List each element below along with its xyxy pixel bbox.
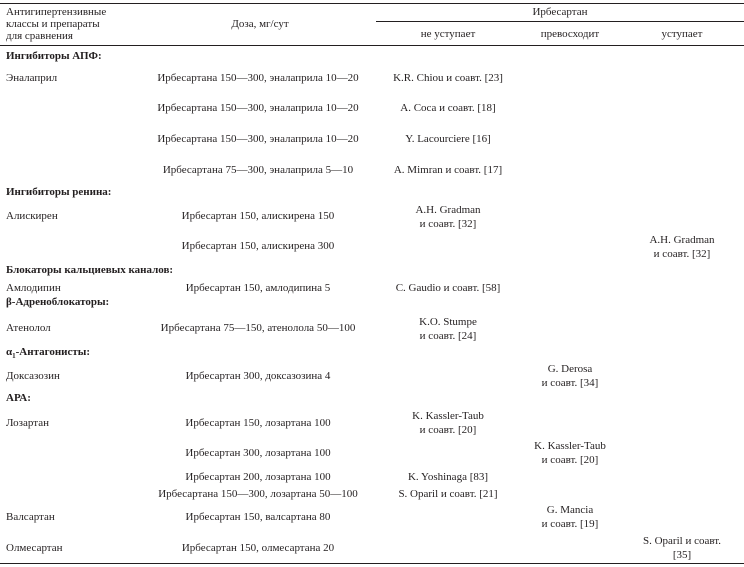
noninferior-cell: K. Yoshinaga [83] [407,471,489,483]
dose-cell: Ирбесартана 150—300, эналаприла 10—20 [157,72,359,84]
inferior-cell: S. Oparil и соавт. [642,535,722,547]
superior-cell: G. Mancia [546,504,594,516]
drug-name: Лозартан [6,417,49,429]
noninferior-cell: и соавт. [24] [419,330,477,342]
header-noninferior: не уступает [420,28,476,40]
dose-cell: Ирбесартана 150—300, эналаприла 10—20 [157,133,359,145]
section-calcium-blockers: Блокаторы кальциевых каналов: [6,264,174,276]
dose-cell: Ирбесартана 75—150, атенолола 50—100 [160,322,356,334]
header-col1-line3: для сравнения [6,30,73,42]
dose-cell: Ирбесартана 150—300, лозартана 50—100 [158,488,358,500]
section-renin-inhibitors: Ингибиторы ренина: [6,186,112,198]
inferior-cell: и соавт. [32] [653,248,711,260]
dose-cell: Ирбесартан 150, алискирена 300 [181,240,335,252]
dose-cell: Ирбесартан 200, лозартана 100 [185,471,331,483]
noninferior-cell: A. Coca и соавт. [18] [400,102,496,114]
noninferior-cell: и соавт. [20] [419,424,477,436]
drug-name: Амлодипин [6,282,61,294]
noninferior-cell: K. Kassler-Taub [412,410,484,422]
noninferior-cell: S. Oparil и соавт. [21] [398,488,498,500]
dose-cell: Ирбесартан 300, лозартана 100 [185,447,331,459]
alpha-rest: -Антагонисты: [15,346,91,358]
section-alpha1-antagonists [6,346,90,363]
inferior-cell: A.H. Gradman [649,234,715,246]
superior-cell: и соавт. [34] [541,377,599,389]
header-col1-line1: Антигипертензивные [6,6,107,18]
noninferior-cell: A.H. Gradman [415,204,481,216]
superior-cell: G. Derosa [547,363,593,375]
alpha-symbol: α [6,346,13,358]
header-rule [0,45,744,46]
header-dose: Доза, мг/сут [231,18,289,30]
superior-cell: и соавт. [20] [541,454,599,466]
section-beta-blockers: β-Адреноблокаторы: [6,296,110,308]
superior-cell: K. Kassler-Taub [534,440,606,452]
dose-cell: Ирбесартан 150, алискирена 150 [181,210,335,222]
drug-name: Эналаприл [6,72,58,84]
header-irbesartan: Ирбесартан [532,6,588,18]
dose-cell: Ирбесартан 150, лозартана 100 [185,417,331,429]
superior-cell: и соавт. [19] [541,518,599,530]
noninferior-cell: и соавт. [32] [419,218,477,230]
inferior-cell: [35] [672,549,692,561]
top-rule [0,3,744,4]
section-arb: АРА: [6,392,31,404]
dose-cell: Ирбесартана 150—300, эналаприла 10—20 [157,102,359,114]
drug-name: Алискирен [6,210,58,222]
dose-cell: Ирбесартан 300, доксазозина 4 [185,370,331,382]
noninferior-cell: C. Gaudio и соавт. [58] [395,282,501,294]
noninferior-cell: K.O. Stumpe [419,316,477,328]
drug-name: Доксазозин [6,370,60,382]
header-inferior: уступает [661,28,703,40]
dose-cell: Ирбесартан 150, олмесартана 20 [181,542,335,554]
header-col1-line2: классы и препараты [6,18,100,30]
irbesartan-subrule [376,21,744,22]
dose-cell: Ирбесартан 150, валсартана 80 [185,511,331,523]
dose-cell: Ирбесартана 75—300, эналаприла 5—10 [162,164,354,176]
drug-name: Олмесартан [6,542,63,554]
noninferior-cell: Y. Lacourciere [16] [405,133,491,145]
noninferior-cell: K.R. Chiou и соавт. [23] [393,72,503,84]
drug-name: Атенолол [6,322,51,334]
header-superior: превосходит [540,28,600,40]
dose-cell: Ирбесартан 150, амлодипина 5 [185,282,331,294]
bottom-rule [0,563,744,564]
drug-name: Валсартан [6,511,55,523]
section-ace-inhibitors: Ингибиторы АПФ: [6,50,102,62]
noninferior-cell: A. Mimran и соавт. [17] [393,164,503,176]
alpha-subscript: 1 [12,352,16,361]
